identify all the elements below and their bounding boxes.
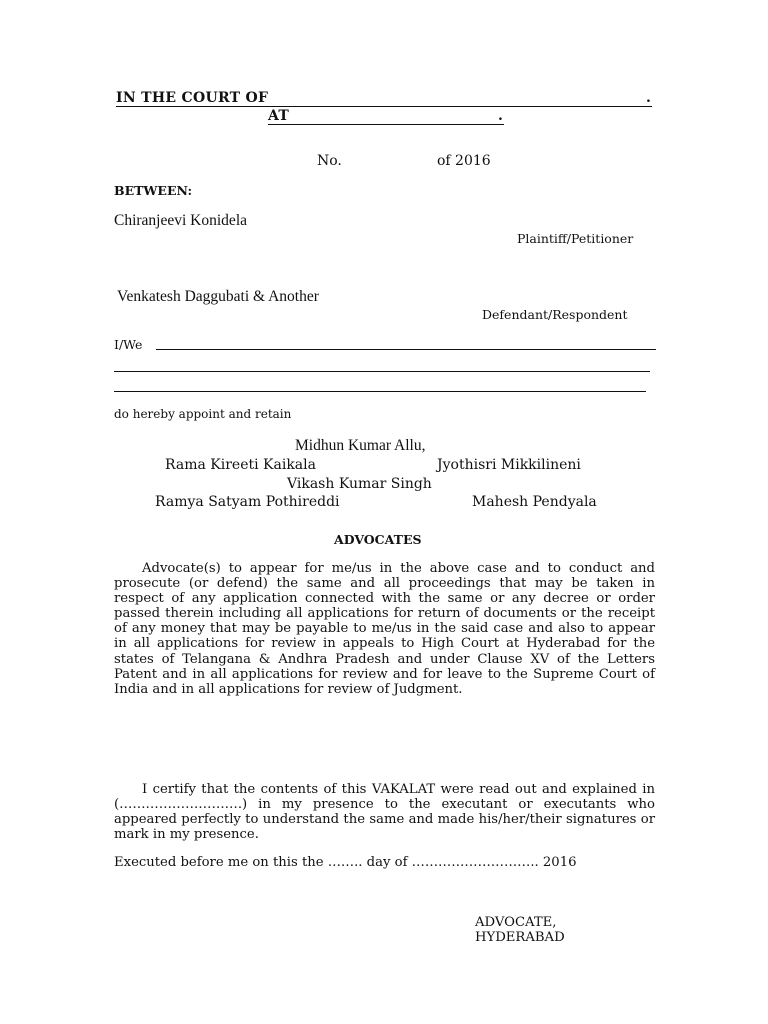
appointor-label: I/We	[114, 337, 143, 352]
case-no-label: No.	[317, 153, 342, 169]
advocate-2: Rama Kireeti Kaikala	[165, 457, 316, 473]
executed-line: Executed before me on this the …….. day of ……………………….. 2016	[114, 855, 577, 870]
appoint-text: do hereby appoint and retain	[114, 407, 292, 421]
case-year: of 2016	[437, 153, 491, 169]
advocate-1: Midhun Kumar Allu,	[295, 437, 426, 454]
at-end-dot: .	[498, 108, 504, 124]
advocates-heading: ADVOCATES	[334, 532, 422, 547]
at-underline	[268, 124, 504, 125]
court-end-dot: .	[646, 90, 652, 106]
authority-paragraph: Advocate(s) to appear for me/us in the above case and to conduct and prosecute (or defend) the same and all proceedings that may be taken in respect of any application connected with the same or any decree or order passed therein including all applications for return of documents or the receipt of any money that may be payable to me/us in the said case and also to appear in all applications for review in appeals to High Court at Hyderabad for the states of Telangana & Andhra Pradesh and under Clause XV of the Letters Patent and in all applications for review and for leave to the Supreme Court of India and in all applications for review of Judgment.	[114, 561, 655, 697]
defendant-name: Venkatesh Daggubati & Another	[117, 288, 319, 305]
defendant-role: Defendant/Respondent	[482, 307, 628, 322]
at-label: AT	[268, 108, 290, 124]
advocate-5: Ramya Satyam Pothireddi	[155, 494, 340, 510]
court-underline	[116, 106, 652, 107]
appointor-line-1	[156, 349, 656, 350]
signature-line-2: HYDERABAD	[475, 930, 565, 945]
advocate-6: Mahesh Pendyala	[472, 494, 597, 510]
plaintiff-name: Chiranjeevi Konidela	[114, 212, 247, 229]
advocate-4: Vikash Kumar Singh	[287, 476, 432, 492]
certify-paragraph: I certify that the contents of this VAKALAT were read out and explained in (……………………….) in my presence to the executant or executants who appeared perfectly to understand the same and made his/her/their signatures or mark in my presence.	[114, 782, 655, 843]
court-label: IN THE COURT OF	[116, 90, 269, 106]
between-label: BETWEEN:	[114, 183, 193, 198]
signature-line-1: ADVOCATE,	[475, 915, 557, 930]
advocate-3: Jyothisri Mikkilineni	[437, 457, 581, 473]
appointor-line-2	[114, 371, 650, 372]
appointor-line-3	[114, 391, 646, 392]
plaintiff-role: Plaintiff/Petitioner	[517, 231, 634, 246]
